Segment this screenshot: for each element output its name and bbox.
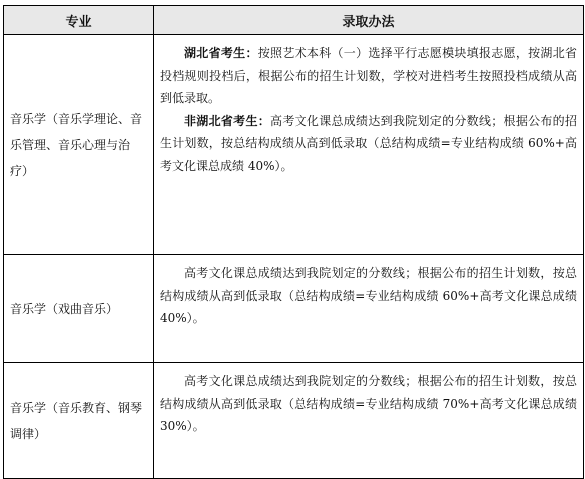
rule-text: 高考文化课总成绩达到我院划定的分数线；根据公布的招生计划数，按总结构成绩从高到低录取（总结构成绩=专业结构成绩 70%+高考文化课总成绩 30%）。 [160, 374, 577, 433]
non-hubei-text: 高考文化课总成绩达到我院划定的分数线；根据公布的招生计划数，按总结构成绩从高到低录取（总结构成绩=专业结构成绩 60%+高考文化课总成绩 40%）。 [160, 113, 577, 173]
major-cell: 音乐学（音乐学理论、音乐管理、音乐心理与治疗） [4, 35, 154, 255]
method-cell [154, 255, 584, 363]
major-cell: 音乐学（戏曲音乐） [4, 255, 154, 363]
header-major: 专业 [4, 6, 154, 35]
table-row [4, 363, 584, 479]
non-hubei-rule [160, 110, 577, 178]
table-row [4, 35, 584, 255]
hubei-label: 湖北省考生： [184, 46, 258, 60]
method-cell [154, 363, 584, 479]
table-row [4, 255, 584, 363]
hubei-text: 按照艺术本科（一）选择平行志愿模块填报志愿，按湖北省投档规则投档后，根据公布的招生计划数，学校对进档考生按照投档成绩从高到低录取。 [160, 46, 577, 105]
table-header-row [4, 6, 584, 35]
rule-text: 高考文化课总成绩达到我院划定的分数线；根据公布的招生计划数，按总结构成绩从高到低录取（总结构成绩=专业结构成绩 60%+高考文化课总成绩 40%）。 [160, 266, 577, 325]
non-hubei-label: 非湖北省考生： [184, 113, 271, 128]
major-cell: 音乐学（音乐教育、钢琴调律） [4, 363, 154, 479]
admission-table [3, 5, 584, 479]
header-method: 录取办法 [154, 6, 584, 35]
hubei-rule [160, 42, 577, 110]
method-cell [154, 35, 584, 255]
